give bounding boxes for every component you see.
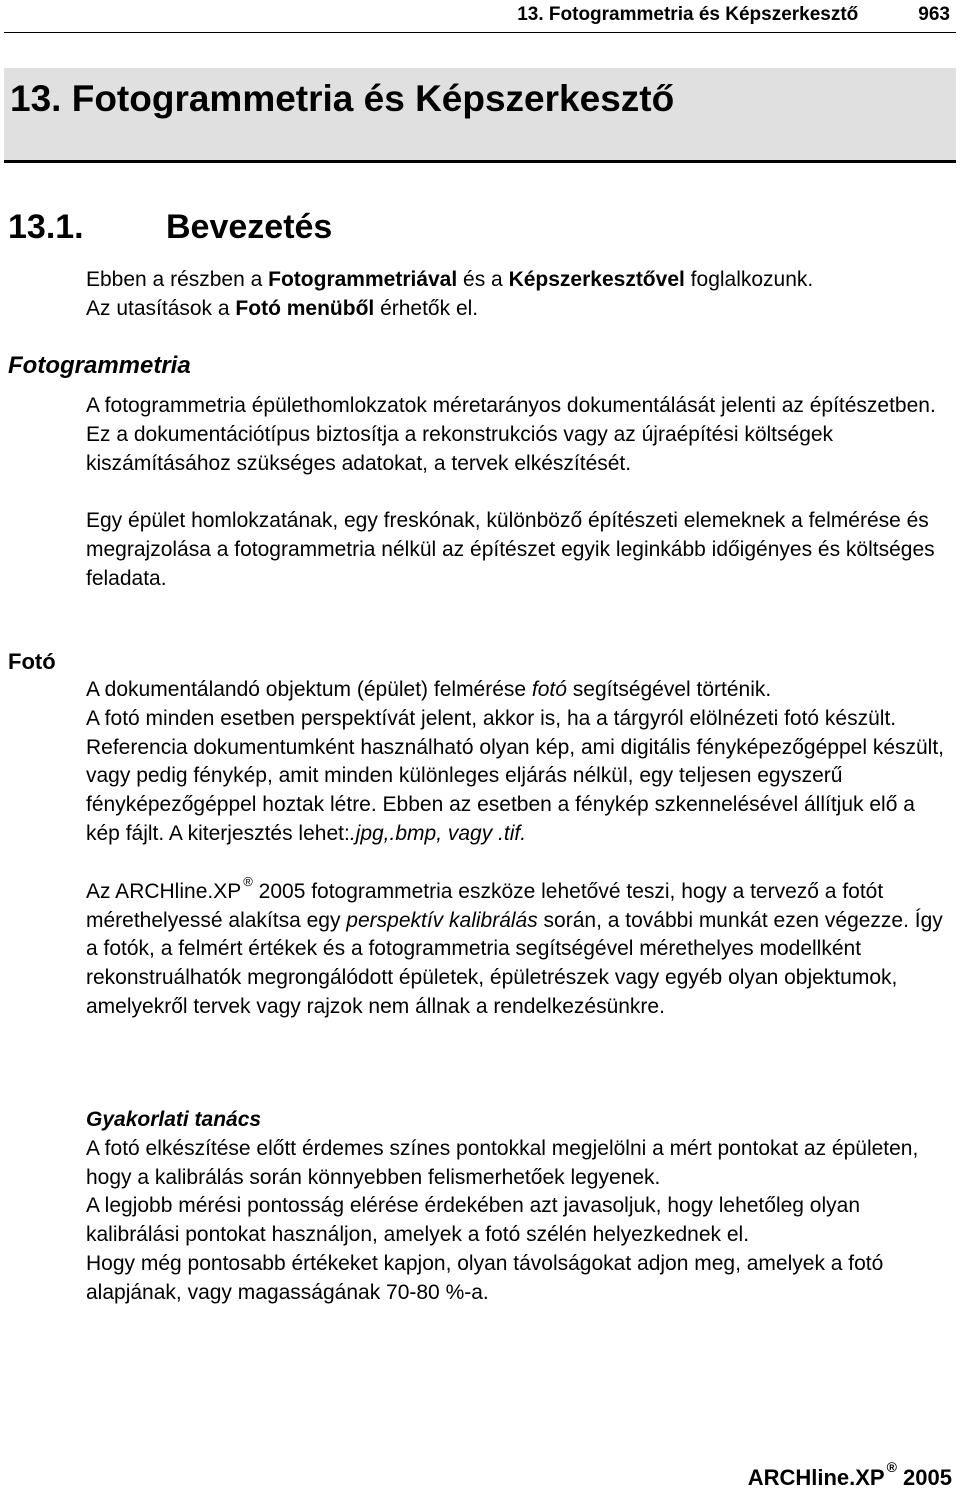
foto-text: A dokumentálandó objektum (épület) felmérése (86, 678, 532, 701)
intro-text: és a (457, 268, 509, 291)
foto-paragraph-1 (86, 676, 952, 705)
intro-term-foto-menu: Fotó menüből (235, 296, 375, 320)
tip-block (86, 1106, 952, 1308)
tip-title: Gyakorlati tanács (86, 1108, 262, 1131)
page-number: 963 (918, 4, 950, 25)
intro-block (86, 266, 952, 324)
fotogrammetria-block (86, 392, 952, 594)
chapter-divider (4, 160, 956, 163)
foto-text: 2005 fotogrammetria eszköze lehetővé teszi, hogy a tervező a fotót mérethelyessé alakítsa egy (86, 879, 884, 932)
foto-paragraph-3 (86, 873, 952, 1022)
intro-term-fotogrammetria: Fotogrammetriával (268, 268, 458, 291)
foto-text: A fotó minden esetben perspektívát jelent, akkor is, ha a tárgyról elölnézeti fotó készült. Referencia dokumentumként használható olyan kép, ami digitális fényképezőgéppel készült, vagy pedig fénykép, amit minden különleges eljárás nélkül, egy teljesen egyszerű fényképezőgéppel hoztak létre. Ebben az esetben a fénykép szkennelésével állítjuk elő a kép fájlt. A kiterjesztés lehet: (86, 706, 945, 845)
intro-paragraph-1 (86, 266, 952, 295)
foto-text: segítségével történik. (566, 678, 772, 701)
foto-term-perspektiv-kalibralas: perspektív kalibrálás (346, 908, 538, 932)
foto-extensions: .jpg,.bmp, vagy .tif. (349, 821, 527, 845)
foto-term: fotó (531, 678, 567, 701)
section-title: Bevezetés (166, 208, 333, 246)
footer-year: 2005 (896, 1465, 952, 1490)
footer-brand: ARCHline.XP (747, 1465, 885, 1490)
chapter-title-band (4, 68, 956, 163)
header-divider (4, 32, 956, 33)
tip-paragraph-1: A fotó elkészítése előtt érdemes színes pontokkal megjelölni a mért pontokat az épületen, hogy a kalibrálás során könnyebben felismerhetőek legyenek. (86, 1136, 919, 1189)
foto-block (86, 676, 952, 1022)
chapter-title: 13. Fotogrammetria és Képszerkesztő (10, 78, 675, 119)
fotogrammetria-paragraph-2: Ez a dokumentációtípus biztosítja a rekonstrukciós vagy az újraépítési költségek kiszámításához szükséges adatokat, a tervek elkészítését. (86, 422, 834, 475)
intro-text: Ebben a részben a (86, 268, 269, 291)
tip-paragraph-2: A legjobb mérési pontosság elérése érdekében azt javasoljuk, hogy lehetőleg olyan kalibrálási pontokat használjon, amelyek a fotó szélén helyezkednek el. (86, 1194, 861, 1247)
section-number: 13.1. (8, 208, 84, 246)
foto-text: Az ARCHline.XP (86, 879, 242, 903)
fotogrammetria-paragraph-1: A fotogrammetria épülethomlokzatok méretarányos dokumentálását jelenti az építészetben. (86, 394, 936, 417)
tip-paragraph-3: Hogy még pontosabb értékeket kapjon, olyan távolságokat adjon meg, amelyek a fotó alapjának, vagy magasságának 70-80 %-a. (86, 1251, 884, 1304)
page-footer (747, 1459, 952, 1491)
registered-mark: ® (243, 873, 253, 889)
intro-term-kepszerkeszto: Képszerkesztővel (508, 268, 685, 291)
fotogrammetria-paragraph-3: Egy épület homlokzatának, egy freskónak, különböző építészeti elemeknek a felmérése és megrajzolása a fotogrammetria nélkül az építészet egyik leginkább időigényes és költséges feladata. (86, 509, 935, 590)
running-title: 13. Fotogrammetria és Képszerkesztő (517, 4, 859, 25)
footer-registered-mark: ® (886, 1459, 897, 1475)
foto-heading: Fotó (8, 649, 56, 674)
intro-text: érhetők el. (374, 296, 479, 320)
intro-text: Az utasítások a (86, 296, 236, 320)
foto-paragraph-2 (86, 705, 952, 849)
fotogrammetria-heading: Fotogrammetria (8, 352, 191, 379)
foto-text: során, a további munkát ezen végezze. Így a fotók, a felmért értékek és a fotogrammetria segítségével mérethelyes modellként rekonstruálhatók megrongálódott épületek, épületrészek vagy egyéb olyan objektumok, amelyekről tervek vagy rajzok nem állnak a rendelkezésünkre. (86, 908, 943, 1018)
intro-text: foglalkozunk. (684, 268, 814, 291)
running-header (517, 4, 950, 26)
intro-paragraph-2 (86, 295, 952, 324)
